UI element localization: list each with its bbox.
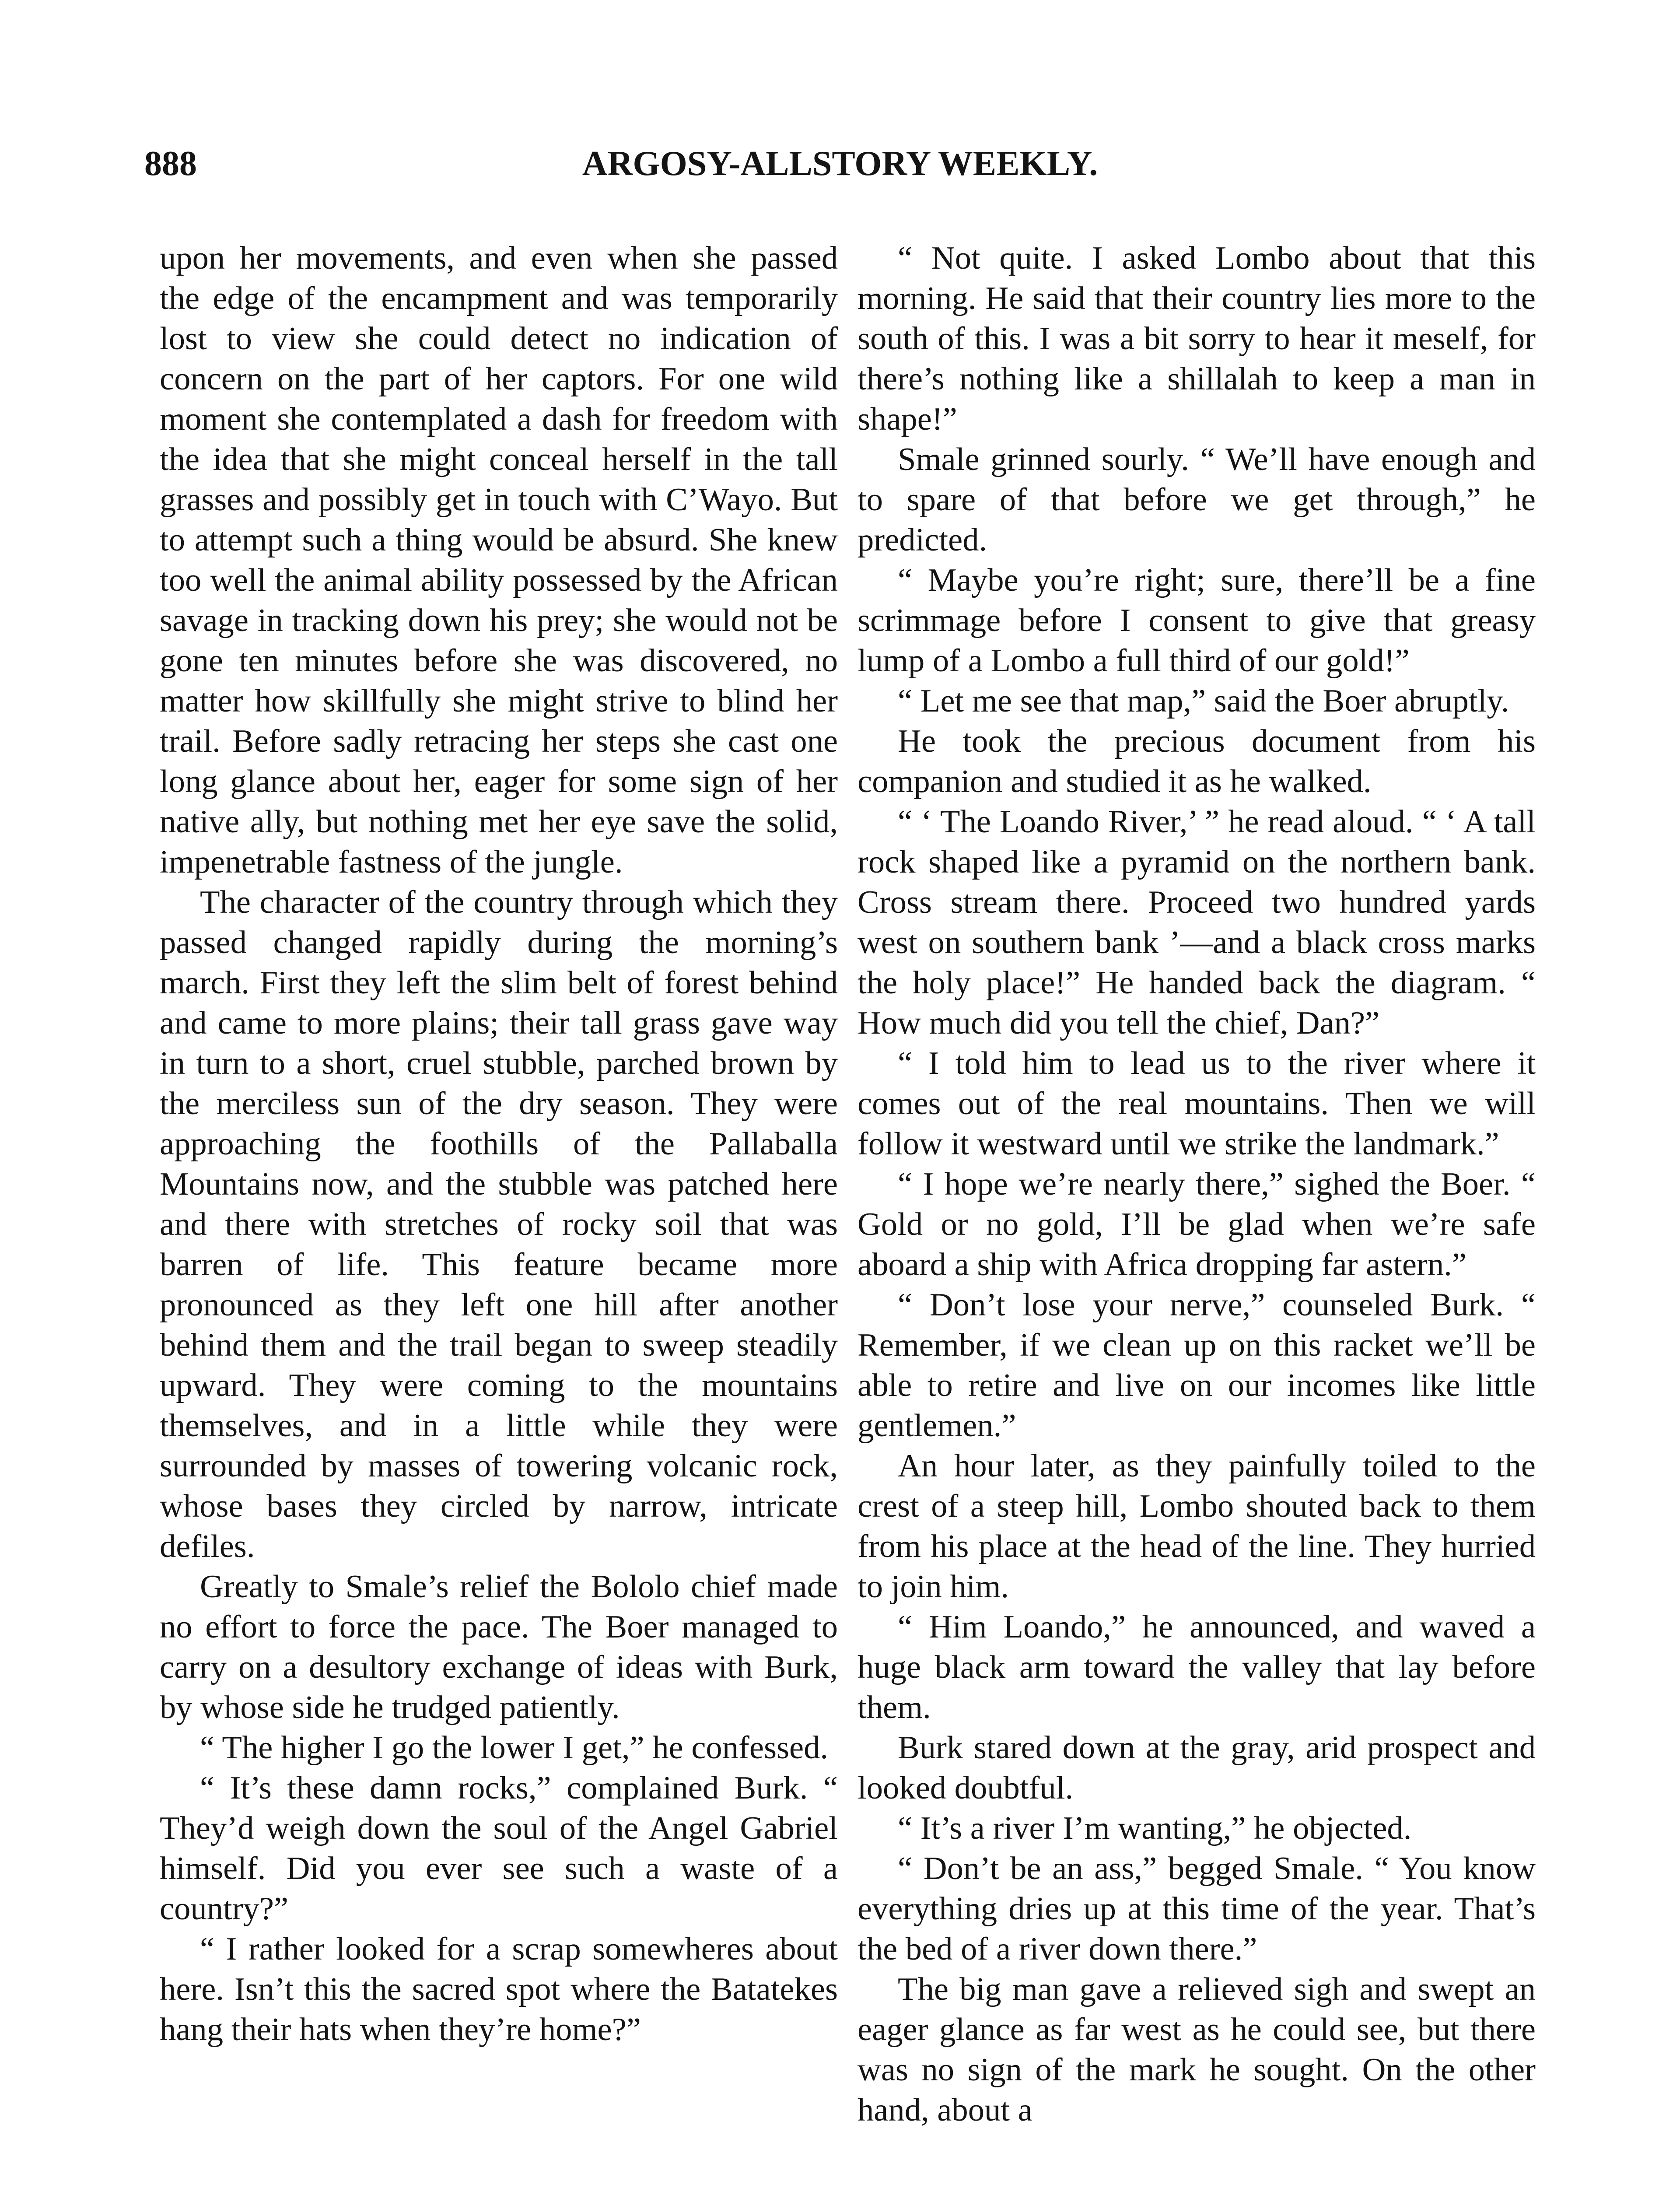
paragraph: “ Him Loando,” he announced, and waved a huge black arm toward the valley that lay before them. <box>858 1609 1536 1725</box>
page-number: 888 <box>144 144 197 183</box>
running-head: ARGOSY-ALLSTORY WEEKLY. <box>582 144 1098 183</box>
paragraph: The big man gave a relieved sigh and swept an eager glance as far west as he could see, but there was no sign of the mark he sought. On the other hand, about a <box>858 1971 1536 2128</box>
right-column <box>858 238 1536 2130</box>
paragraph: Burk stared down at the gray, arid prospect and looked doubtful. <box>858 1730 1536 1806</box>
paragraph: “ It’s these damn rocks,” complained Burk. “ They’d weigh down the soul of the Angel Gabriel himself. Did you ever see such a waste of a country?” <box>160 1770 838 1927</box>
paragraph: “ Don’t lose your nerve,” counseled Burk. “ Remember, if we clean up on this racket we’ll be able to retire and live on our incomes like little gentlemen.” <box>858 1287 1536 1444</box>
paragraph: “ I told him to lead us to the river where it comes out of the real mountains. Then we will follow it westward until we strike the landmark.” <box>858 1045 1536 1162</box>
paragraph: “ ‘ The Loando River,’ ” he read aloud. “ ‘ A tall rock shaped like a pyramid on the northern bank. Cross stream there. Proceed two hundred yards west on southern bank ’—and a black cross marks the holy place!” He handed back the diagram. “ How much did you tell the chief, Dan?” <box>858 804 1536 1041</box>
paragraph: upon her movements, and even when she passed the edge of the encampment and was temporarily lost to view she could detect no indication of concern on the part of her captors. For one wild moment she contemplated a dash for freedom with the idea that she might conceal herself in the tall grasses and possibly get in touch with C’Wayo. But to attempt such a thing would be absurd. She knew too well the animal ability possessed by the African savage in tracking down his prey; she would not be gone ten minutes before she was discovered, no matter how skillfully she might strive to blind her trail. Before sadly retracing her steps she cast one long glance about her, eager for some sign of her native ally, but nothing met her eye save the solid, impenetrable fastness of the jungle. <box>160 240 838 880</box>
paragraph: “ Let me see that map,” said the Boer abruptly. <box>898 683 1509 719</box>
paragraph: “ Not quite. I asked Lombo about that this morning. He said that their country lies more to the south of this. I was a bit sorry to hear it meself, for there’s nothing like a shillalah to keep a man in shape!” <box>858 240 1536 437</box>
paragraph: Greatly to Smale’s relief the Bololo chief made no effort to force the pace. The Boer managed to carry on a desultory exchange of ideas with Burk, by whose side he trudged patiently. <box>160 1569 838 1725</box>
paragraph: An hour later, as they painfully toiled to the crest of a steep hill, Lombo shouted back to them from his place at the head of the line. They hurried to join him. <box>858 1448 1536 1605</box>
paragraph: The character of the country through which they passed changed rapidly during the morning’s march. First they left the slim belt of forest behind and came to more plains; their tall grass gave way in turn to a short, cruel stubble, parched brown by the merciless sun of the dry season. They were approaching the foothills of the Pallaballa Mountains now, and the stubble was patched here and there with stretches of rocky soil that was barren of life. This feature became more pronounced as they left one hill after another behind them and the trail began to sweep steadily upward. They were coming to the mountains themselves, and in a little while they were surrounded by masses of towering volcanic rock, whose bases they circled by narrow, intricate defiles. <box>160 884 838 1564</box>
paragraph: He took the precious document from his companion and studied it as he walked. <box>858 723 1536 799</box>
paragraph: “ Don’t be an ass,” begged Smale. “ You know everything dries up at this time of the year. That’s the bed of a river down there.” <box>858 1851 1536 1967</box>
paragraph: “ The higher I go the lower I get,” he confessed. <box>200 1730 829 1766</box>
paragraph: Smale grinned sourly. “ We’ll have enough and to spare of that before we get through,” he predicted. <box>858 442 1536 558</box>
left-column <box>160 238 838 2050</box>
paragraph: “ Maybe you’re right; sure, there’ll be a fine scrimmage before I consent to give that greasy lump of a Lombo a full third of our gold!” <box>858 562 1536 679</box>
paragraph: “ It’s a river I’m wanting,” he objected. <box>898 1810 1412 1846</box>
paragraph: “ I hope we’re nearly there,” sighed the Boer. “ Gold or no gold, I’ll be glad when we’re safe aboard a ship with Africa dropping far astern.” <box>858 1166 1536 1283</box>
paragraph: “ I rather looked for a scrap somewheres about here. Isn’t this the sacred spot where the Batatekes hang their hats when they’re home?” <box>160 1931 838 2048</box>
